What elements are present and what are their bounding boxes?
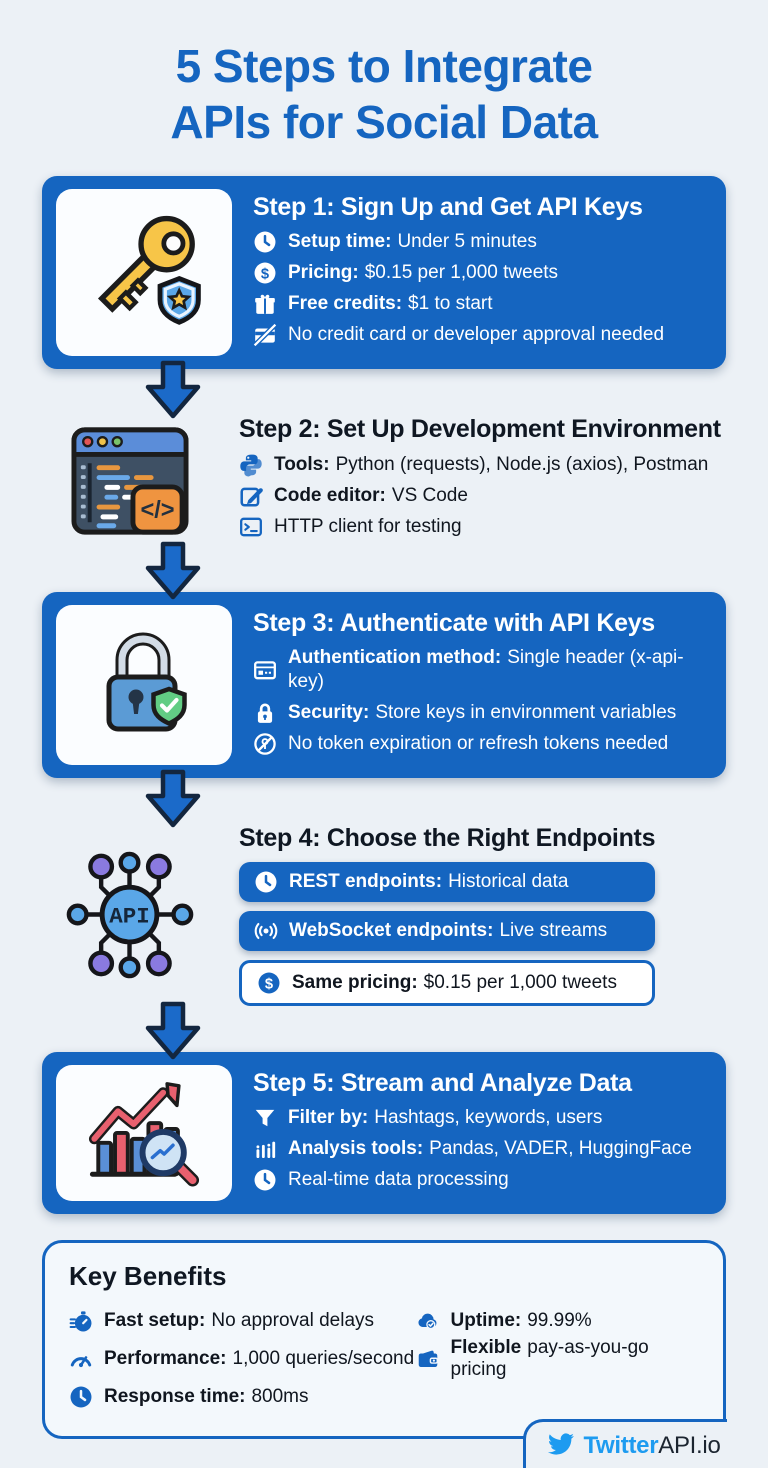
- pill-websocket-endpoints: [239, 911, 655, 951]
- pill-same-pricing: [239, 960, 655, 1006]
- bullet-filter-by: [253, 1106, 712, 1130]
- key-benefits-columns: [69, 1302, 699, 1416]
- benefit-text: Uptime: 99.99%: [450, 1309, 592, 1331]
- benefits-column-1: [69, 1302, 416, 1416]
- bullet-no-token: [253, 732, 712, 756]
- gauge-icon: [69, 1347, 93, 1371]
- benefit-text: Flexible pay-as-you-go pricing: [450, 1336, 649, 1380]
- step-5-title: Step 5: Stream and Analyze Data: [253, 1068, 632, 1097]
- key-benefits-box: [42, 1240, 726, 1460]
- page-title: [0, 0, 768, 150]
- clock-icon: [253, 230, 277, 254]
- bullet-pricing: [253, 261, 712, 285]
- bullet-text: Security: Store keys in environment variables: [288, 701, 677, 723]
- bullet-text: No token expiration or refresh tokens needed: [288, 732, 669, 754]
- svg-text:$: $: [264, 976, 274, 993]
- benefits-column-2: [416, 1302, 700, 1416]
- chart-magnifier-icon: [81, 1072, 207, 1193]
- brand-name: TwitterAPI.io: [583, 1432, 721, 1460]
- step-1-body: [253, 189, 712, 356]
- step-3-body: [253, 605, 712, 765]
- bullet-text: Analysis tools: Pandas, VADER, HuggingFace: [288, 1137, 692, 1159]
- key-benefits-title: Key Benefits: [69, 1260, 227, 1291]
- step-2-body: [239, 415, 721, 546]
- step-3-card: [42, 592, 726, 778]
- no-credit-card-icon: [253, 323, 277, 347]
- bullet-tools: [239, 453, 721, 477]
- bullet-auth-method: [253, 646, 712, 694]
- step-4-title: Step 4: Choose the Right Endpoints: [239, 823, 656, 852]
- step-4-body: [239, 824, 655, 1006]
- bullet-text: Tools: Python (requests), Node.js (axios), Postman: [274, 454, 709, 476]
- bullet-text: HTTP client for testing: [274, 516, 462, 538]
- step-5-body: [253, 1065, 712, 1201]
- header-icon: [253, 658, 277, 682]
- svg-text:$: $: [260, 266, 270, 283]
- step-1-card: [42, 176, 726, 369]
- step-3-title: Step 3: Authenticate with API Keys: [253, 609, 655, 638]
- svg-text:API: API: [109, 903, 150, 930]
- bullet-code-editor: [239, 484, 721, 508]
- bullet-text: Filter by: Hashtags, keywords, users: [288, 1106, 603, 1128]
- broadcast-icon: [254, 919, 278, 943]
- steps-flow: [0, 176, 768, 1214]
- step-5-card: [42, 1052, 726, 1214]
- code-editor-icon: [42, 422, 218, 540]
- step-2-section: [42, 411, 726, 550]
- clock-icon: [253, 1168, 277, 1192]
- down-arrow: [142, 541, 204, 601]
- dollar-icon: [257, 971, 281, 995]
- bullet-free-credits: [253, 292, 712, 316]
- bullet-text: Free credits: $1 to start: [288, 293, 493, 315]
- bullet-text: Setup time: Under 5 minutes: [288, 231, 537, 253]
- bullet-security: [253, 701, 712, 725]
- bullet-text: Code editor: VS Code: [274, 485, 468, 507]
- benefit-text: Response time: 800ms: [104, 1385, 309, 1407]
- wallet-icon: [416, 1347, 440, 1371]
- step-3-icon-tile: [56, 605, 232, 765]
- step-1-icon-tile: [56, 189, 232, 356]
- pill-rest-endpoints: [239, 862, 655, 902]
- step-4-section: [42, 820, 726, 1010]
- lock-icon: [253, 701, 277, 725]
- bullet-analysis-tools: [253, 1137, 712, 1161]
- down-arrow: [142, 1001, 204, 1061]
- bullet-text: Pricing: $0.15 per 1,000 tweets: [288, 262, 559, 284]
- bullet-no-credit-card: [253, 323, 712, 347]
- stopwatch-icon: [69, 1309, 93, 1333]
- cloud-check-icon: [416, 1309, 440, 1333]
- key-shield-icon: [74, 206, 214, 339]
- down-arrow: [142, 769, 204, 829]
- bullet-text: No credit card or developer approval needed: [288, 324, 665, 346]
- bullet-realtime: [253, 1168, 712, 1192]
- pill-text: WebSocket endpoints: Live streams: [289, 919, 608, 941]
- bullet-http-client: [239, 515, 721, 539]
- bullet-setup-time: [253, 230, 712, 254]
- step-5-icon-tile: [56, 1065, 232, 1201]
- down-arrow: [142, 360, 204, 420]
- clock-icon: [69, 1385, 93, 1409]
- benefit-response-time: [69, 1378, 416, 1416]
- benefit-flexible-pricing: [416, 1336, 700, 1380]
- benefit-performance: [69, 1340, 416, 1378]
- step-2-title: Step 2: Set Up Development Environment: [239, 415, 721, 444]
- clock-icon: [254, 870, 278, 894]
- twitter-bird-icon: [546, 1431, 576, 1462]
- page-title-line2: APIs for Social Data: [170, 96, 598, 149]
- gift-icon: [253, 292, 277, 316]
- api-network-icon: [42, 849, 218, 981]
- dollar-icon: [253, 261, 277, 285]
- benefit-uptime: [416, 1302, 700, 1340]
- page-title-line1: 5 Steps to Integrate: [175, 40, 593, 92]
- terminal-icon: [239, 515, 263, 539]
- no-token-icon: [253, 732, 277, 756]
- brand-logo: [523, 1419, 726, 1468]
- analysis-bars-icon: [253, 1137, 277, 1161]
- step-1-title: Step 1: Sign Up and Get API Keys: [253, 193, 643, 222]
- lock-shield-icon: [84, 623, 204, 746]
- benefit-fast-setup: [69, 1302, 416, 1340]
- benefit-text: Performance: 1,000 queries/second: [104, 1347, 415, 1369]
- filter-icon: [253, 1106, 277, 1130]
- python-icon: [239, 453, 263, 477]
- benefit-text: Fast setup: No approval delays: [104, 1309, 375, 1331]
- pill-text: Same pricing: $0.15 per 1,000 tweets: [292, 971, 617, 993]
- edit-icon: [239, 484, 263, 508]
- pill-text: REST endpoints: Historical data: [289, 870, 569, 892]
- bullet-text: Real-time data processing: [288, 1168, 509, 1190]
- bullet-text: Authentication method: Single header (x-api-key): [288, 647, 684, 692]
- svg-text:</>: </>: [140, 497, 175, 524]
